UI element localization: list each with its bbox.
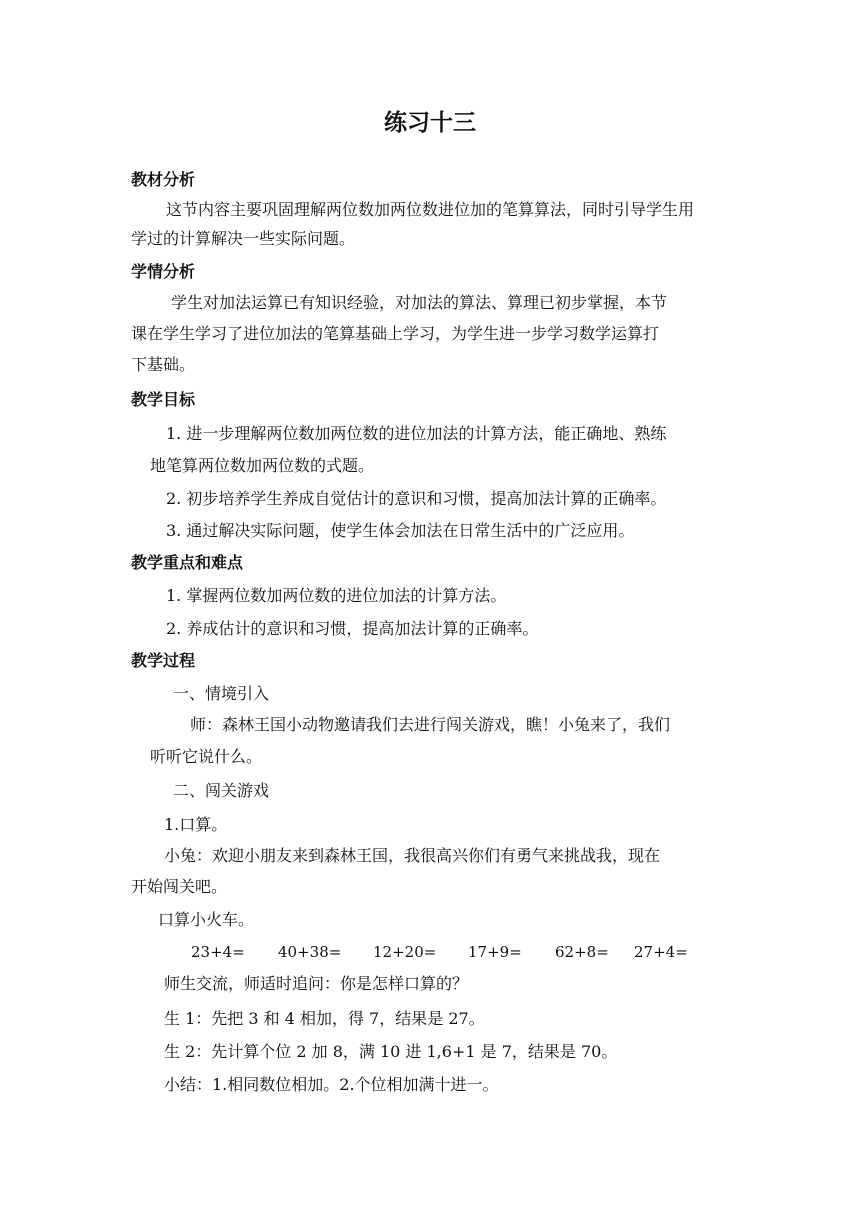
list-item: 2. 初步培养学生养成自觉估计的意识和习惯，提高加法计算的正确率。 bbox=[166, 489, 667, 508]
subheading-intro: 一、情境引入 bbox=[173, 684, 270, 703]
section-heading-key-points: 教学重点和难点 bbox=[131, 553, 244, 572]
summary-line: 小结：1.相同数位相加。2.个位相加满十进一。 bbox=[164, 1075, 499, 1094]
subheading-game: 二、闯关游戏 bbox=[173, 781, 270, 800]
paragraph-line: 口算小火车。 bbox=[158, 910, 255, 929]
page-title: 练习十三 bbox=[384, 110, 476, 136]
oral-problem: 27+4= bbox=[634, 943, 688, 961]
oral-problem: 40+38= bbox=[278, 943, 342, 961]
paragraph-line: 生 1：先把 3 和 4 相加，得 7，结果是 27。 bbox=[164, 1009, 485, 1028]
section-heading-student-analysis: 学情分析 bbox=[131, 262, 196, 281]
paragraph-line: 师：森林王国小动物邀请我们去进行闯关游戏，瞧！小兔来了，我们 bbox=[190, 715, 671, 734]
list-item-continuation: 地笔算两位数加两位数的式题。 bbox=[150, 456, 375, 475]
paragraph-line: 师生交流，师适时追问：你是怎样口算的？ bbox=[164, 974, 469, 993]
oral-problem: 62+8= bbox=[555, 943, 609, 961]
paragraph-line: 学生对加法运算已有知识经验，对加法的算法、算理已初步掌握，本节 bbox=[171, 293, 668, 312]
paragraph-line: 1.口算。 bbox=[164, 815, 228, 834]
list-item: 3. 通过解决实际问题，使学生体会加法在日常生活中的广泛应用。 bbox=[166, 521, 635, 540]
paragraph-line: 小兔：欢迎小朋友来到森林王国，我很高兴你们有勇气来挑战我，现在 bbox=[164, 846, 661, 865]
section-heading-teaching-process: 教学过程 bbox=[131, 651, 196, 670]
list-item: 2. 养成估计的意识和习惯，提高加法计算的正确率。 bbox=[166, 619, 539, 638]
paragraph-line: 课在学生学习了进位加法的笔算基础上学习，为学生进一步学习数学运算打 bbox=[131, 324, 660, 343]
paragraph-line: 这节内容主要巩固理解两位数加两位数进位加的笔算算法，同时引导学生用 bbox=[166, 200, 695, 219]
oral-problem: 17+9= bbox=[468, 943, 522, 961]
paragraph-line: 学过的计算解决一些实际问题。 bbox=[131, 229, 356, 248]
list-item: 1. 进一步理解两位数加两位数的进位加法的计算方法，能正确地、熟练 bbox=[166, 424, 667, 443]
section-heading-teaching-goals: 教学目标 bbox=[131, 390, 196, 409]
oral-problems-row bbox=[0, 942, 860, 962]
oral-problem: 23+4= bbox=[191, 943, 245, 961]
paragraph-line: 开始闯关吧。 bbox=[131, 877, 228, 896]
paragraph-line: 下基础。 bbox=[131, 355, 196, 374]
paragraph-line: 生 2：先计算个位 2 加 8，满 10 进 1,6+1 是 7，结果是 70。 bbox=[164, 1042, 618, 1061]
paragraph-line: 听听它说什么。 bbox=[150, 747, 263, 766]
oral-problem: 12+20= bbox=[373, 943, 437, 961]
section-heading-textbook-analysis: 教材分析 bbox=[131, 170, 196, 189]
list-item: 1. 掌握两位数加两位数的进位加法的计算方法。 bbox=[166, 586, 507, 605]
